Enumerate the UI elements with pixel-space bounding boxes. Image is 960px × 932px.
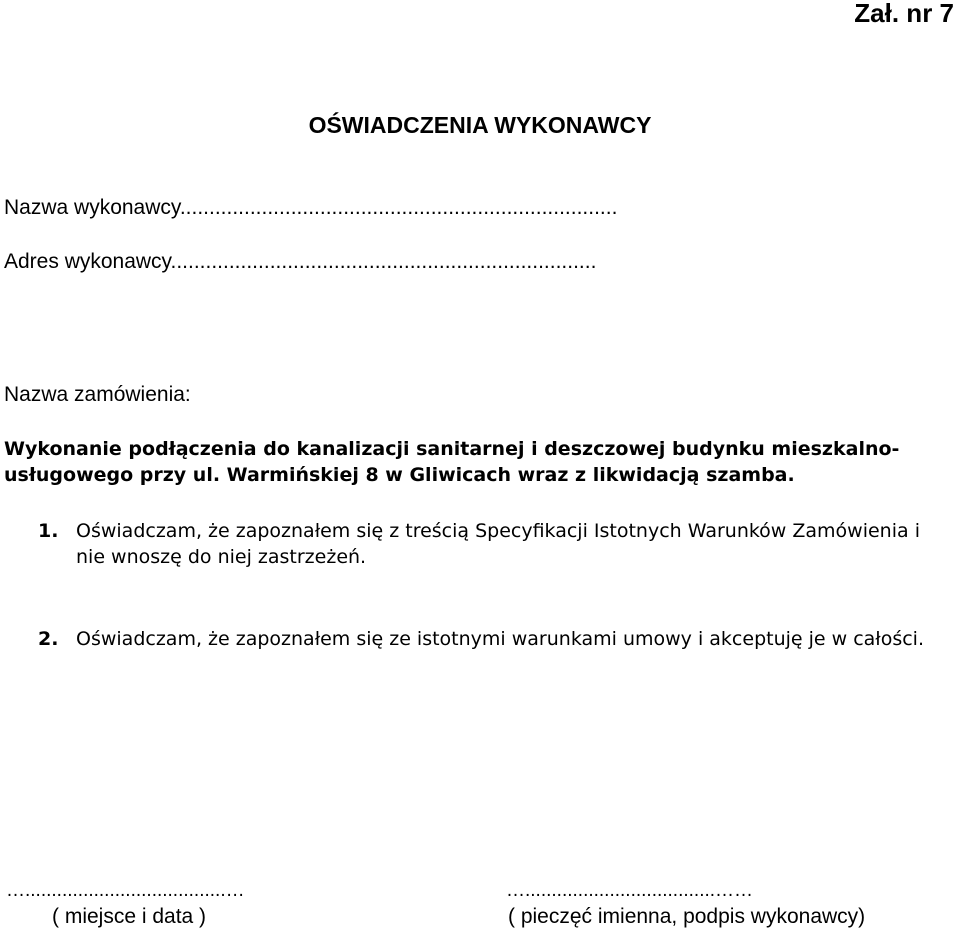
statement-text: Oświadczam, że zapoznałem się ze istotnymi warunkami umowy i akceptuję je w całości. [76, 628, 924, 650]
place-date-caption: ( miejsce i data ) [52, 905, 207, 928]
signature-line: …....................................…… [506, 880, 754, 901]
place-date-line: …......................................… [6, 880, 245, 901]
statement-1 [30, 518, 930, 570]
order-name-label: Nazwa zamówienia: [4, 383, 191, 406]
statement-text: Oświadczam, że zapoznałem się z treścią Specyfikacji Istotnych Warunków Zamówienia i nie wnoszę do niej zastrzeżeń. [76, 520, 920, 568]
order-subject: Wykonanie podłączenia do kanalizacji sanitarnej i deszczowej budynku mieszkalno-usługowego przy ul. Warmińskiej 8 w Gliwicach wraz z likwidacją szamba. [4, 438, 900, 486]
statement-number: 2. [38, 628, 59, 650]
document-title: OŚWIADCZENIA WYKONAWCY [308, 112, 652, 138]
attachment-number: Zał. nr 7 [854, 0, 954, 28]
statement-number: 1. [38, 520, 59, 542]
contractor-name-field: Nazwa wykonawcy........................................................................... [4, 196, 618, 219]
statement-2 [30, 626, 930, 652]
signature-caption: ( pieczęć imienna, podpis wykonawcy) [508, 905, 866, 928]
contractor-address-field: Adres wykonawcy......................................................................... [4, 250, 597, 273]
